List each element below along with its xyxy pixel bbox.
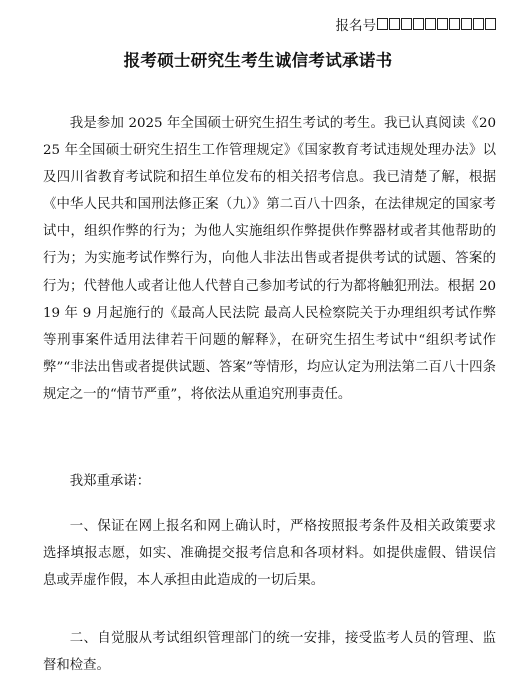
registration-digit-box [473,18,484,30]
registration-digit-box [461,18,472,30]
intro-paragraph: 我是参加 2025 年全国硕士研究生招生考试的考生。我已认真阅读《2025 年全国硕士研究生招生工作管理规定》《国家教育考试违规处理办法》以及四川省教育考试院和招生单位发布的相关招考信息。我已清楚了解，根据《中华人民共和国刑法修正案（九）》第二百八十四条，在法律规定的国家考试中，组织作弊的行为；为他人实施组织作弊提供作弊器材或者其他帮助的行为；为实施考试作弊行为，向他人非法出售或者提供考试的试题、答案的行为；代替他人或者让他人代替自己参加考试的行为都将触犯刑法。根据 2019 年 9 月起施行的《最高人民法院 最高人民检察院关于办理组织考试作弊等刑事案件适用法律若干问题的解释》，在研究生招生考试中“组织考试作弊”“非法出售或者提供试题、答案”等情形，均应认定为刑法第二百八十四条规定之一的“情节严重”，将依法从重追究刑事责任。 [43,116,496,402]
pledge-item-1: 一、保证在网上报名和网上确认时，严格按照报考条件及相关政策要求选择填报志愿，如实、准确提交报考信息和各项材料。如提供虚假、错误信息或弄虚作假，本人承担由此造成的一切后果。 [43,519,496,589]
registration-digit-box [485,18,496,30]
registration-digit-box [425,18,436,30]
registration-number-boxes [377,18,496,30]
registration-digit-box [437,18,448,30]
registration-digit-box [449,18,460,30]
registration-digit-box [401,18,412,30]
document-title: 报考硕士研究生考生诚信考试承诺书 [123,51,393,70]
pledge-heading: 我郑重承诺： [69,474,151,489]
registration-number-label: 报名号 [335,18,376,34]
registration-digit-box [413,18,424,30]
registration-digit-box [389,18,400,30]
registration-digit-box [377,18,388,30]
pledge-item-2: 二、自觉服从考试组织管理部门的统一安排，接受监考人员的管理、监督和检查。 [43,631,496,674]
registration-number-field [336,14,497,34]
